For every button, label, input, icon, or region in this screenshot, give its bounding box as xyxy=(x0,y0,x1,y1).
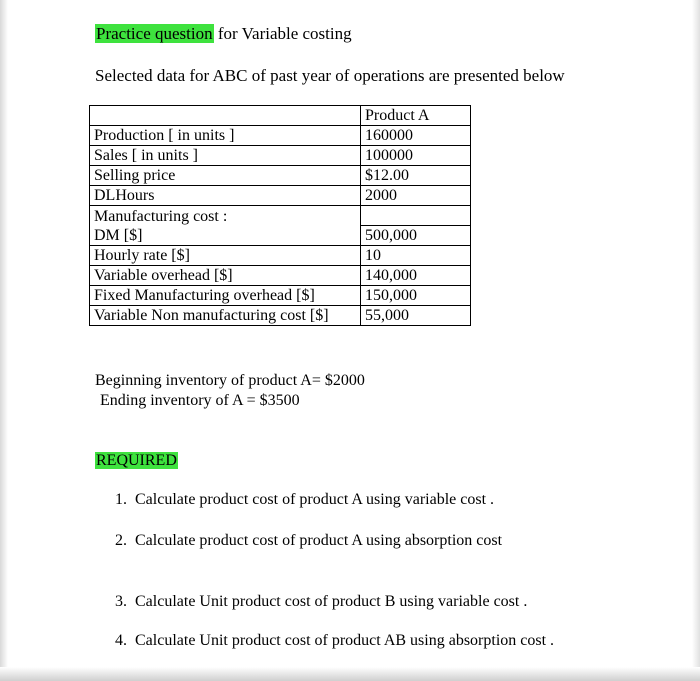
row-label: Hourly rate [$] xyxy=(90,246,361,266)
table-header-product-a: Product A xyxy=(361,106,471,126)
row-value: 2000 xyxy=(361,186,471,206)
row-label: DLHours xyxy=(90,186,361,206)
question-item xyxy=(115,593,527,611)
table-row xyxy=(90,166,471,186)
table-row xyxy=(90,206,471,226)
table-header-blank xyxy=(90,106,361,126)
row-label: Manufacturing cost : xyxy=(90,206,361,226)
row-label: DM [$] xyxy=(90,226,361,246)
row-value: 160000 xyxy=(361,126,471,146)
table-row xyxy=(90,306,471,326)
row-value xyxy=(361,206,471,226)
row-label: Selling price xyxy=(90,166,361,186)
page-edge-shadow-bottom xyxy=(0,667,700,681)
question-text: Calculate product cost of product A using absorption cost xyxy=(135,532,503,549)
row-label: Sales [ in units ] xyxy=(90,146,361,166)
intro-text: Selected data for ABC of past year of operations are presented below xyxy=(95,66,565,85)
question-number: 1. xyxy=(115,491,127,508)
question-text: Calculate product cost of product A using variable cost . xyxy=(135,491,495,508)
required-highlight: REQUIRED xyxy=(96,452,177,469)
table-row xyxy=(90,186,471,206)
row-value: 500,000 xyxy=(361,226,471,246)
question-item xyxy=(115,491,494,509)
row-value: 55,000 xyxy=(361,306,471,326)
row-value: 100000 xyxy=(361,146,471,166)
row-value: 10 xyxy=(361,246,471,266)
question-number: 4. xyxy=(115,632,127,649)
row-value: 140,000 xyxy=(361,266,471,286)
data-table xyxy=(89,105,471,326)
question-text: Calculate Unit product cost of product B using variable cost . xyxy=(135,593,528,610)
table-row xyxy=(90,286,471,306)
row-label: Production [ in units ] xyxy=(90,126,361,146)
page-edge-shadow-right xyxy=(692,0,700,681)
table-row xyxy=(90,146,471,166)
page-edge-shadow-left xyxy=(0,0,8,681)
row-value: $12.00 xyxy=(361,166,471,186)
question-number: 2. xyxy=(115,532,127,549)
table-header-row xyxy=(90,106,471,126)
required-heading xyxy=(95,452,178,470)
question-item xyxy=(115,532,502,550)
row-label: Variable Non manufacturing cost [$] xyxy=(90,306,361,326)
table-row xyxy=(90,246,471,266)
row-label: Variable overhead [$] xyxy=(90,266,361,286)
row-label: Fixed Manufacturing overhead [$] xyxy=(90,286,361,306)
question-item xyxy=(115,632,554,650)
title-highlight: Practice question xyxy=(96,24,213,43)
title-rest: for Variable costing xyxy=(213,24,352,43)
question-number: 3. xyxy=(115,593,127,610)
row-value: 150,000 xyxy=(361,286,471,306)
beginning-inventory-text: Beginning inventory of product A= $2000 xyxy=(95,372,365,389)
table-row xyxy=(90,126,471,146)
table-row xyxy=(90,266,471,286)
table-row xyxy=(90,226,471,246)
document-title xyxy=(95,24,352,44)
question-text: Calculate Unit product cost of product AB using absorption cost . xyxy=(135,632,555,649)
ending-inventory-text: Ending inventory of A = $3500 xyxy=(100,392,300,409)
